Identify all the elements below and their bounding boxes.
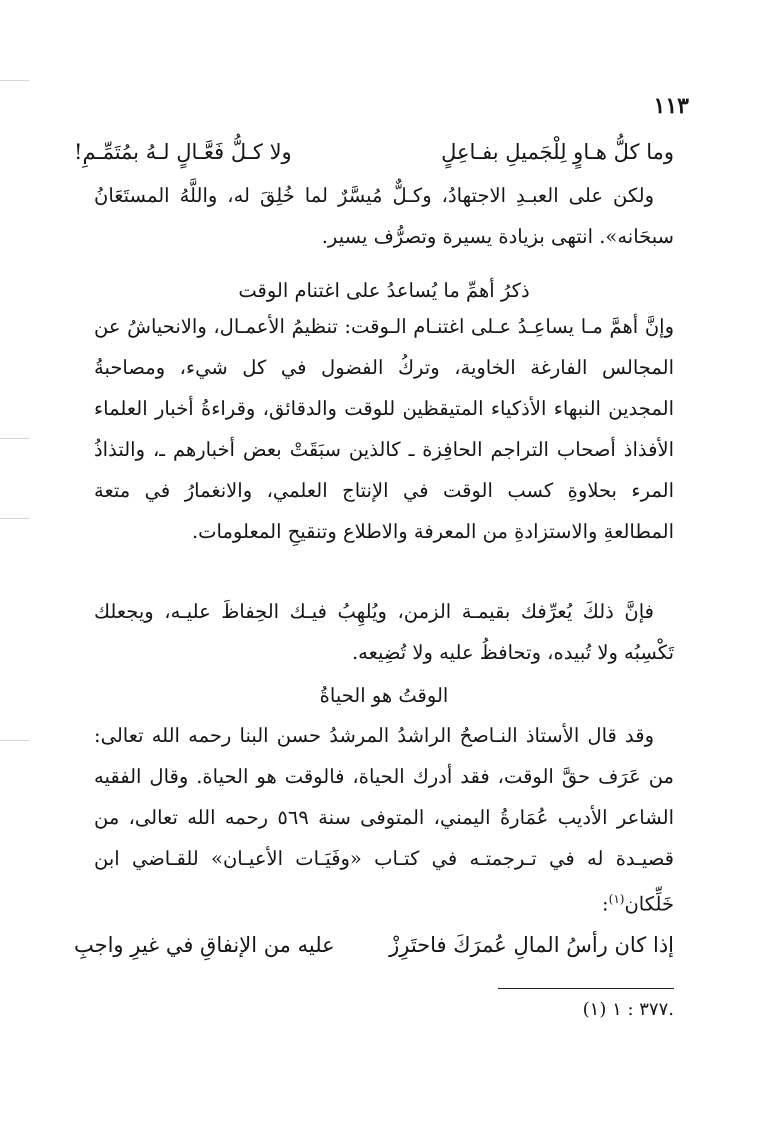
scan-edge-mark [0,438,30,439]
scan-edge-mark [0,740,30,741]
verse-line-one [74,137,674,167]
paragraph-quotes-colon: : [602,892,609,916]
scan-edge-mark [0,80,30,81]
verse-left-hemistich: ولا كـلُّ فَعَّـالٍ لـهُ بمُتَمِّـمِ! [74,140,292,164]
footnote-separator [498,988,674,989]
verse-left-hemistich: عليه من الإنفاقِ في غيرِ واجبِ [74,933,335,957]
paragraph-effort: ولكن على العبـدِ الاجتهادُ، وكـلٌّ مُيسَّرٌ لما خُلِقَ له، واللَّهُ المستَعَانُ سبحَانه». انتهى بزيادة يسيرة وتصرُّف يسير. [94,184,674,248]
section-heading-time-is-life: الوقتُ هو الحياةُ [319,684,449,707]
scan-edge-mark [0,518,30,519]
page-number: ١١٣ [653,93,689,119]
verse-right-hemistich: إذا كان رأسُ المالِ عُمرَكَ فاحتَرِزْ [389,933,674,957]
footnote-reference[interactable]: (١) [608,892,625,906]
paragraph-quotes [94,715,674,925]
paragraph-quotes-text: وقد قال الأستاذ النـاصحُ الراشدُ المرشدُ حسن البنا رحمه الله تعالى: من عَرَف حقَّ الوقت، فقد أدرك الحياة، فالوقت هو الحياة. وقال الفقيه الشاعر الأديب عُمَارةُ اليمني، المتوفى سنة ٥٦٩ رحمه الله تعالى، من قصيـدة له في تـرجمتـه في كتـاب «وفَيَـات الأعيـان» للقـاضي ابن خَلِّكان [94,724,674,916]
paragraph-value-of-time: فإنَّ ذلكَ يُعرِّفك بقيمـة الزمن، ويُلهِبُ فيـك الحِفاظَ عليـه، ويجعلك تَكْسِبُه ولا تُبيده، وتحافظُ عليه ولا تُضِيعه. [94,600,674,664]
verse-line-two [74,930,674,960]
paragraph-helpers [94,306,674,552]
footnote: .٣٧٧ : ١ (١) [582,999,674,1020]
section-heading-utilizing-time: ذكرُ أهمِّ ما يُساعدُ على اغتنام الوقت [238,279,530,302]
paragraph-helpers-text: وإنَّ أهمَّ مـا يساعِـدُ عـلى اغتنـام الـوقت: تنظيمُ الأعمـال، والانحياشُ عن المجالس الفارغة الخاوية، وتركُ الفضول في كل شيء، ومصاحبةُ المجدين النبهاء الأذكياء المتيقظين للوقت والدقائق، وقراءةُ أخبار العلماء الأفذاذ أصحاب التراجم الحافِزة ـ كالذين سبَقَتْ بعض أخبارهم ـ، والتذاذُ المرء بحلاوةِ كسب الوقت في الإنتاج العلمي، والانغمارُ في متعة المطالعةِ والاستزادةِ من المعرفة والاطلاع وتنقيحِ المعلومات. [94,315,674,543]
verse-right-hemistich: وما كلُّ هـاوٍ لِلْجَميلِ بفـاعِلٍ [441,140,674,164]
